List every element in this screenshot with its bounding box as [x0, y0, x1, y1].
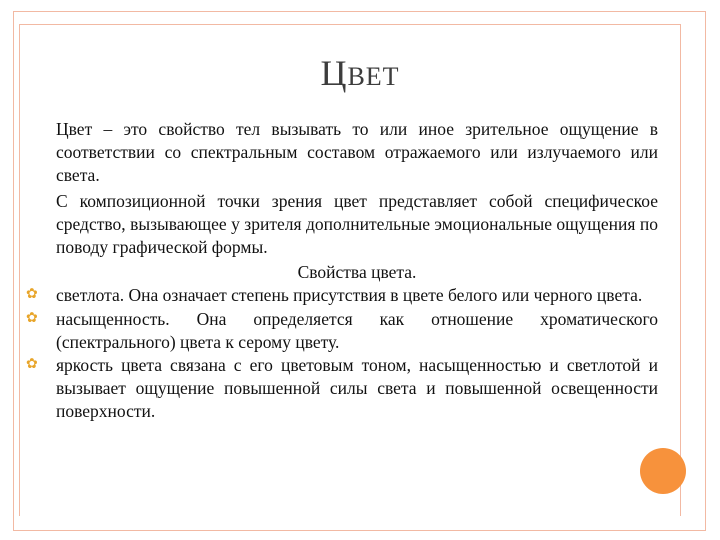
flower-bullet-icon: ✿	[26, 357, 38, 373]
bullet-text: светлота. Она означает степень присутствия в цвете белого или черного цвета.	[56, 285, 643, 306]
slide-title-initial: Ц	[320, 53, 348, 93]
bullet-item-brightness	[26, 354, 658, 424]
slide-title-rest: ВЕТ	[347, 62, 400, 91]
flower-bullet-icon: ✿	[26, 310, 38, 326]
bullet-item-lightness	[26, 284, 658, 307]
properties-heading: Свойства цвета.	[297, 262, 417, 283]
definition-paragraph: Цвет – это свойство тел вызывать то или иное зрительное ощущение в соответствии со спектральным составом отражаемого или излучаемого или света.	[56, 119, 658, 186]
bullet-text: яркость цвета связана с его цветовым тоном, насыщенностью и светлотой и вызывает ощущение повышенной силы света и повышенной освещенности поверхности.	[56, 355, 658, 422]
slide-content	[26, 118, 658, 424]
decorative-accent-circle	[640, 448, 686, 494]
flower-bullet-icon: ✿	[26, 287, 38, 303]
composition-paragraph: С композиционной точки зрения цвет представляет собой специфическое средство, вызывающее у зрителя дополнительные эмоциональные ощущения по поводу графической формы.	[56, 190, 658, 258]
bullet-text: насыщенность. Она определяется как отношение хроматического (спектрального) цвета к серому цвету.	[56, 308, 658, 352]
bullet-item-saturation	[26, 308, 658, 354]
slide-title	[0, 52, 720, 94]
